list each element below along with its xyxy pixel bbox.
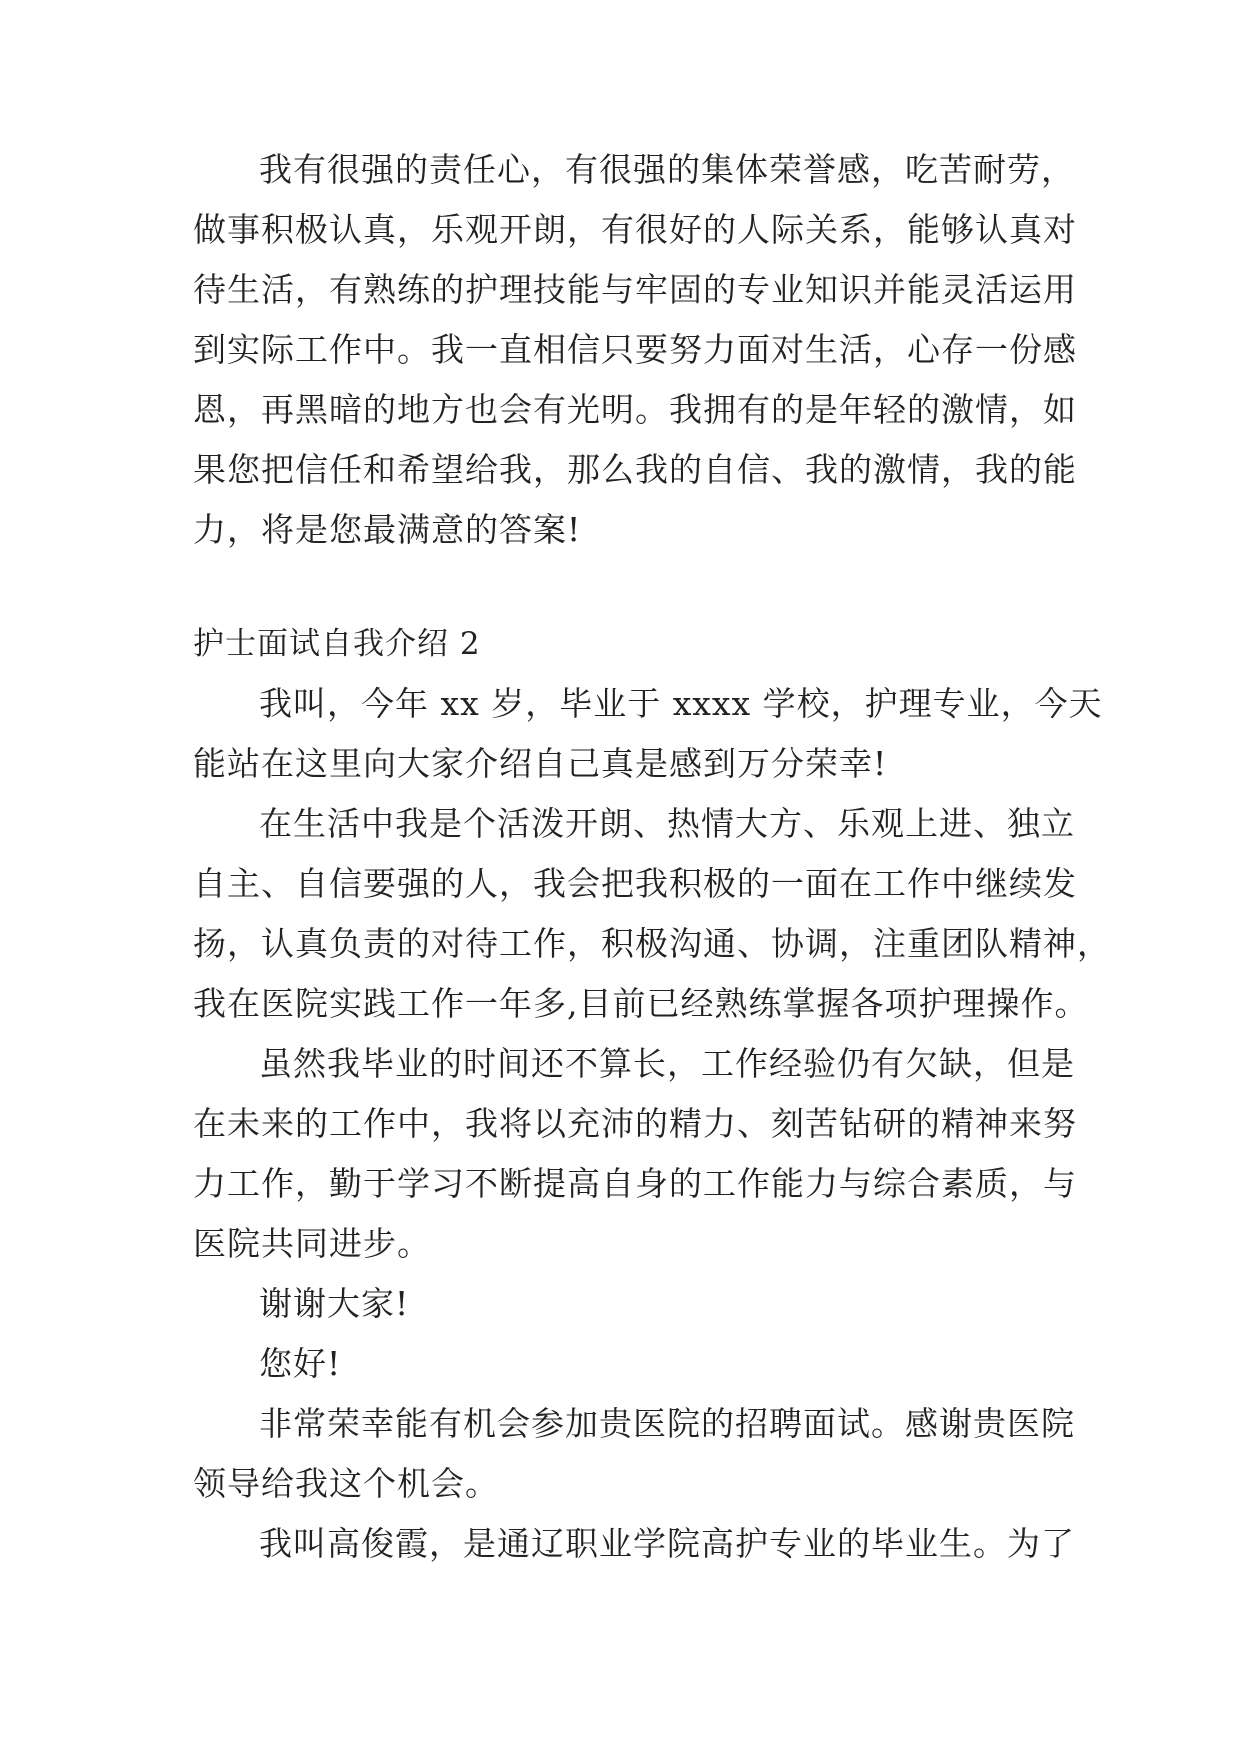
section-heading-block (193, 614, 1053, 674)
text-line: 在未来的工作中，我将以充沛的精力、刻苦钻研的精神来努 (193, 1104, 1077, 1143)
text-line: 非常荣幸能有机会参加贵医院的招聘面试。感谢贵医院 (259, 1404, 1075, 1443)
paragraph-greeting (193, 1334, 1053, 1394)
paragraph-introduction (193, 674, 1103, 794)
text-line: 医院共同进步。 (193, 1224, 431, 1263)
text-line: 在生活中我是个活泼开朗、热情大方、乐观上进、独立 (259, 804, 1075, 843)
text-line: 能站在这里向大家介绍自己真是感到万分荣幸! (193, 744, 888, 783)
text-line: 到实际工作中。我一直相信只要努力面对生活，心存一份感 (193, 330, 1077, 369)
text-line: 我在医院实践工作一年多,目前已经熟练掌握各项护理操作。 (193, 984, 1089, 1023)
text-line: 我叫高俊霞，是通辽职业学院高护专业的毕业生。为了 (259, 1524, 1075, 1563)
text-line: 力工作，勤于学习不断提高自身的工作能力与综合素质，与 (193, 1164, 1077, 1203)
text-line: 领导给我这个机会。 (193, 1464, 499, 1503)
paragraph-self-name (193, 1514, 1075, 1574)
text-line: 果您把信任和希望给我，那么我的自信、我的激情，我的能 (193, 450, 1077, 489)
section-heading: 护士面试自我介绍 2 (193, 626, 481, 662)
text-line: 虽然我毕业的时间还不算长，工作经验仍有欠缺，但是 (259, 1044, 1075, 1083)
text-line: 谢谢大家! (259, 1284, 410, 1323)
text-line: 待生活，有熟练的护理技能与牢固的专业知识并能灵活运用 (193, 270, 1077, 309)
paragraph-responsibility (193, 140, 1077, 560)
text-line: 自主、自信要强的人，我会把我积极的一面在工作中继续发 (193, 864, 1077, 903)
text-line: 我有很强的责任心，有很强的集体荣誉感，吃苦耐劳， (259, 150, 1075, 189)
text-line: 恩，再黑暗的地方也会有光明。我拥有的是年轻的激情，如 (193, 390, 1077, 429)
text-line: 力，将是您最满意的答案! (193, 510, 582, 549)
text-line: 扬，认真负责的对待工作，积极沟通、协调，注重团队精神， (193, 924, 1111, 963)
text-line: 您好! (259, 1344, 342, 1383)
paragraph-thanks (193, 1274, 1053, 1334)
text-line: 我叫，今年 xx 岁，毕业于 xxxx 学校，护理专业，今天 (259, 684, 1103, 723)
paragraph-personality (193, 794, 1111, 1034)
paragraph-honor (193, 1394, 1075, 1514)
text-line: 做事积极认真，乐观开朗，有很好的人际关系，能够认真对 (193, 210, 1077, 249)
paragraph-experience (193, 1034, 1077, 1274)
